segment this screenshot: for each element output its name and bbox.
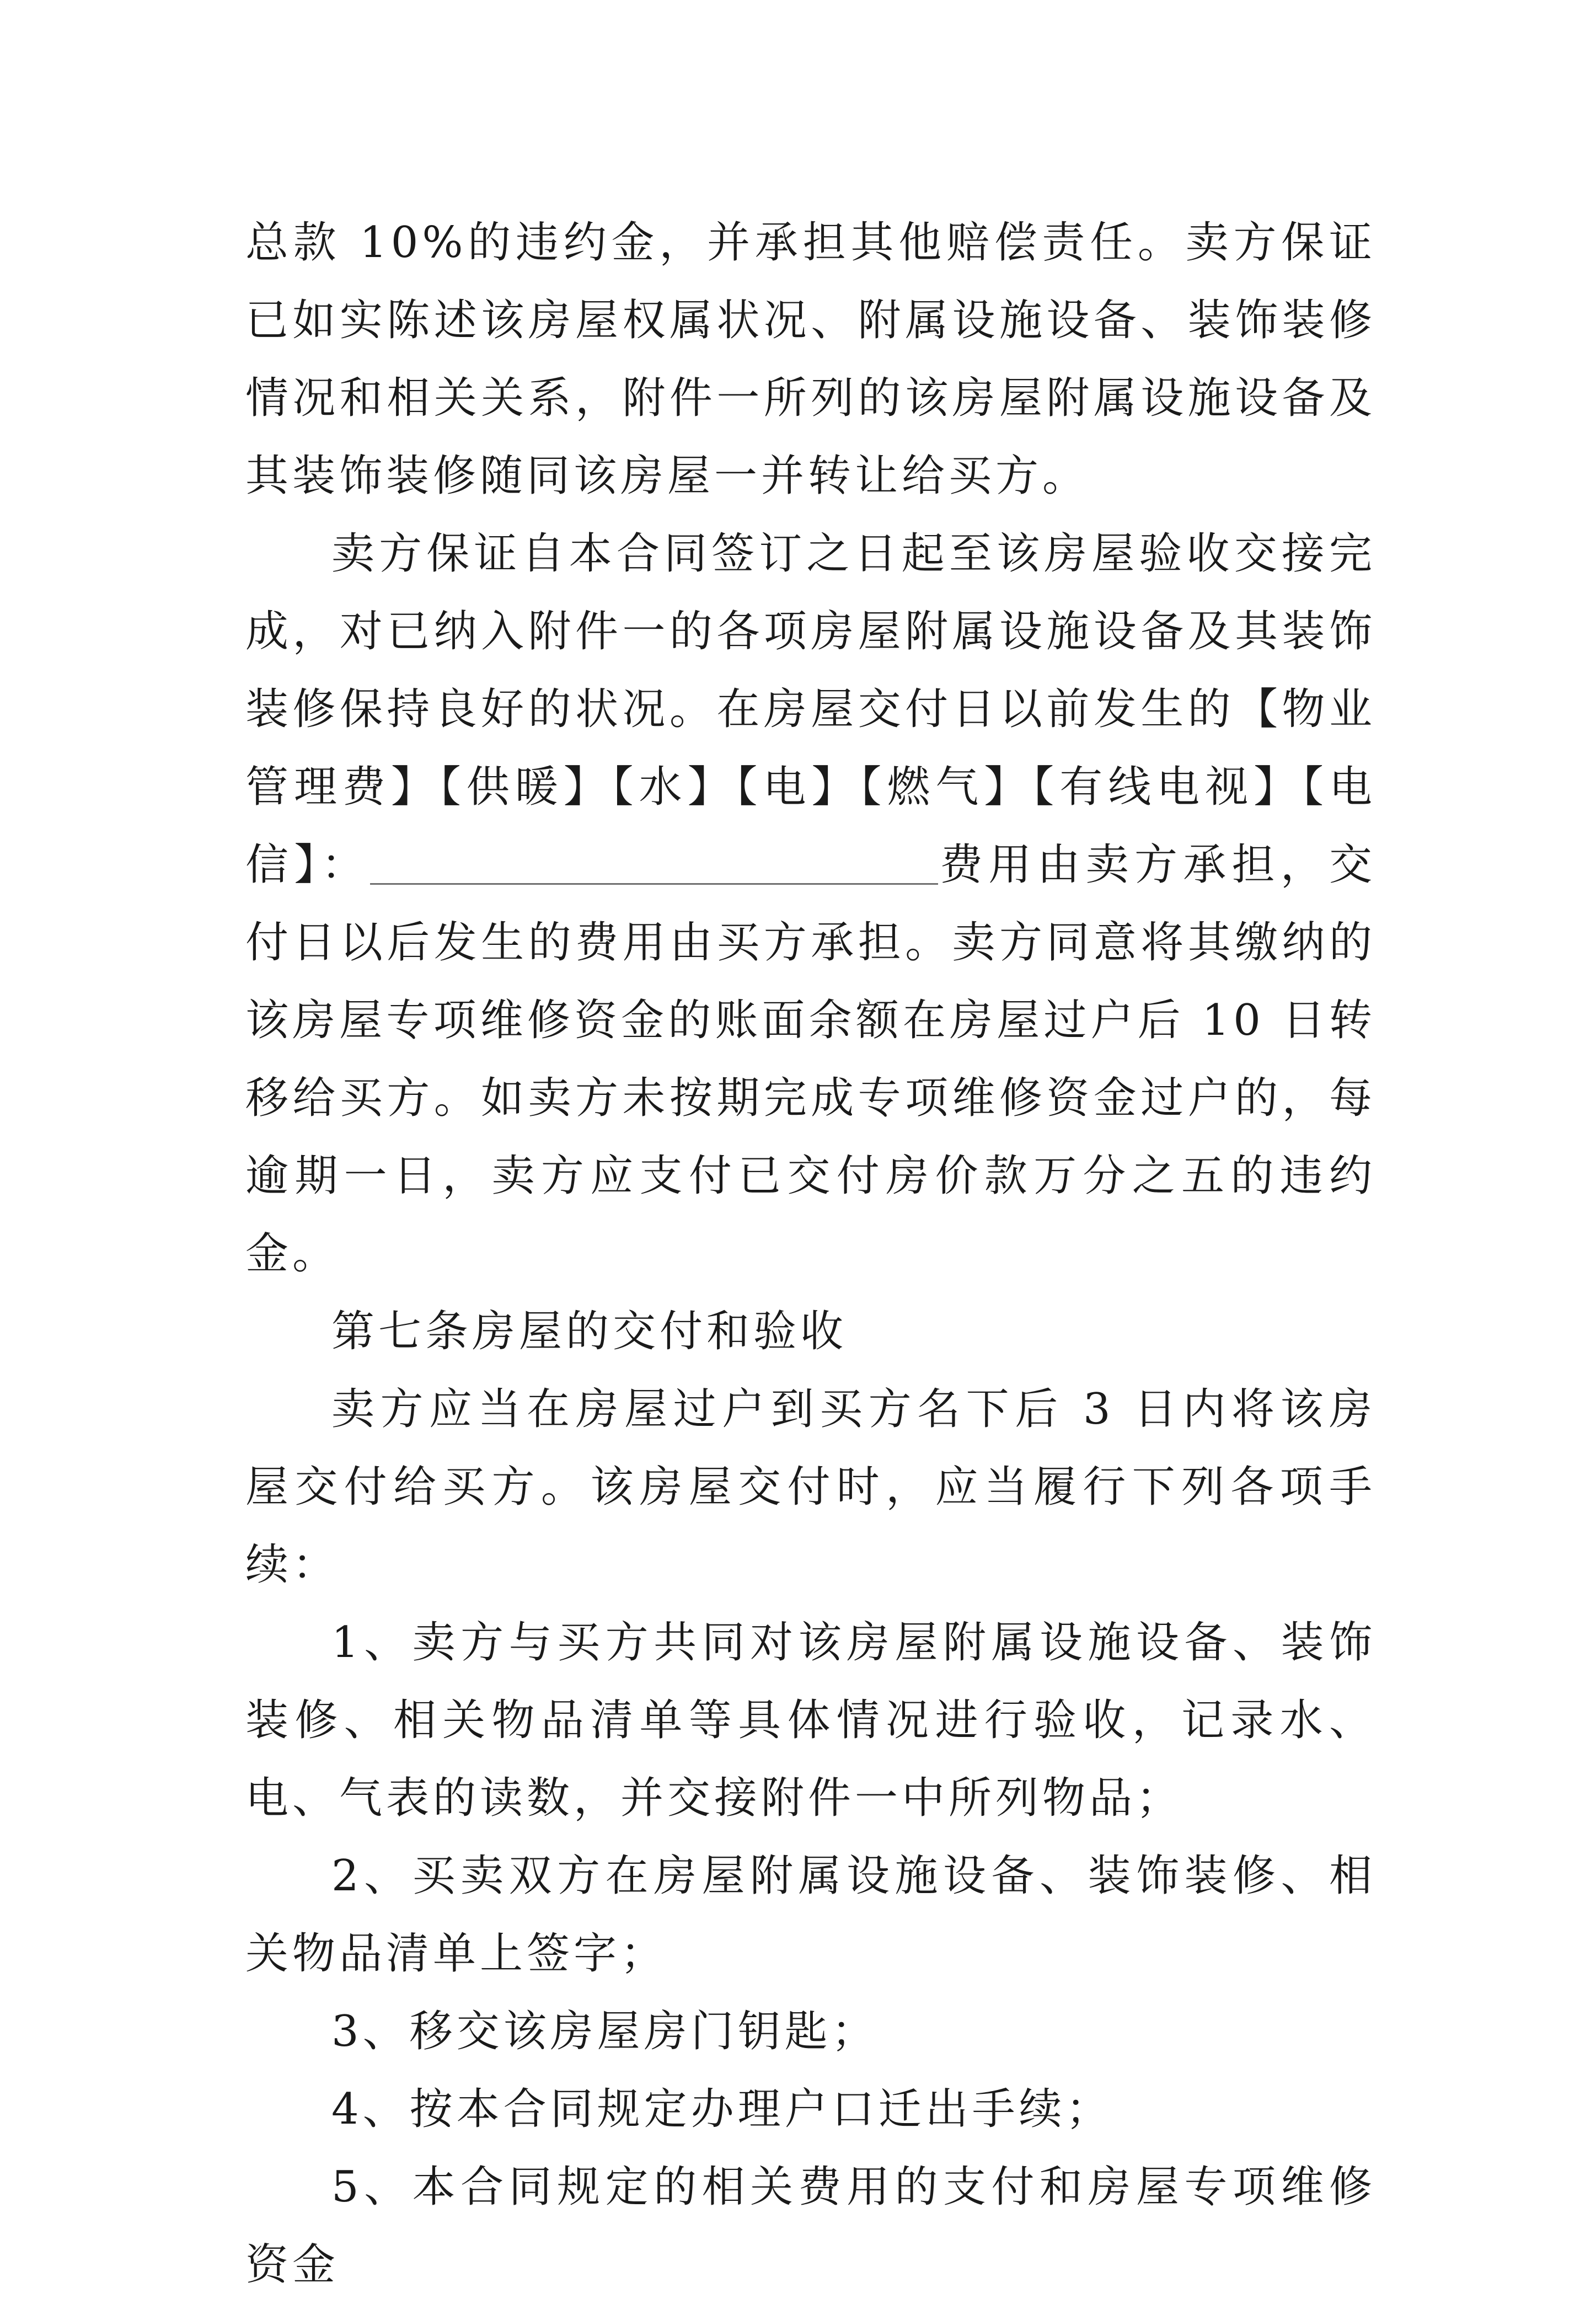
paragraph-fee-allocation-text: 费用由卖方承担，交付日以后发生的费用由买方承担。卖方同意将其缴纳的该房屋专项维修资金的账面余额在房屋过户后 10 日转移给买方。如卖方未按期完成专项维修资金过户的，每逾期一日，卖方应支付已交付房价款万分之五的违约金。 — [245, 840, 1376, 1279]
list-item-fees-and-fund: 5、本合同规定的相关费用的支付和房屋专项维修资金 — [245, 2162, 1376, 2290]
contract-body — [245, 204, 1376, 2304]
paragraph-seller-maintenance-text: 卖方保证自本合同签订之日起至该房屋验收交接完成，对已纳入附件一的各项房屋附属设施设备及其装饰装修保持良好的状况。在房屋交付日以前发生的【物业管理费】【供暖】【水】【电】【燃气】【有线电视】【电信】： — [245, 529, 1376, 890]
list-item-household-registration: 4、按本合同规定办理户口迁出手续； — [331, 2084, 1113, 2134]
fee-items-blank-field[interactable] — [370, 838, 938, 885]
paragraph-delivery-deadline: 卖方应当在房屋过户到买方名下后 3 日内将该房屋交付给买方。该房屋交付时，应当履行下列各项手续： — [245, 1384, 1376, 1590]
paragraph-penalty-and-warranty: 总款 10%的违约金，并承担其他赔偿责任。卖方保证已如实陈述该房屋权属状况、附属设施设备、装饰装修情况和相关关系，附件一所列的该房屋附属设施设备及其装饰装修随同该房屋一并转让给买方。 — [245, 218, 1376, 501]
article-seven-heading: 第七条房屋的交付和验收 — [331, 1307, 848, 1356]
list-item-signatures: 2、买卖双方在房屋附属设施设备、装饰装修、相关物品清单上签字； — [245, 1851, 1376, 1979]
list-item-inspection: 1、卖方与买方共同对该房屋附属设施设备、装饰装修、相关物品清单等具体情况进行验收，记录水、电、气表的读数，并交接附件一中所列物品； — [245, 1618, 1376, 1823]
list-item-keys: 3、移交该房屋房门钥匙； — [331, 2007, 879, 2056]
paragraph-seller-maintenance — [245, 515, 1376, 1293]
